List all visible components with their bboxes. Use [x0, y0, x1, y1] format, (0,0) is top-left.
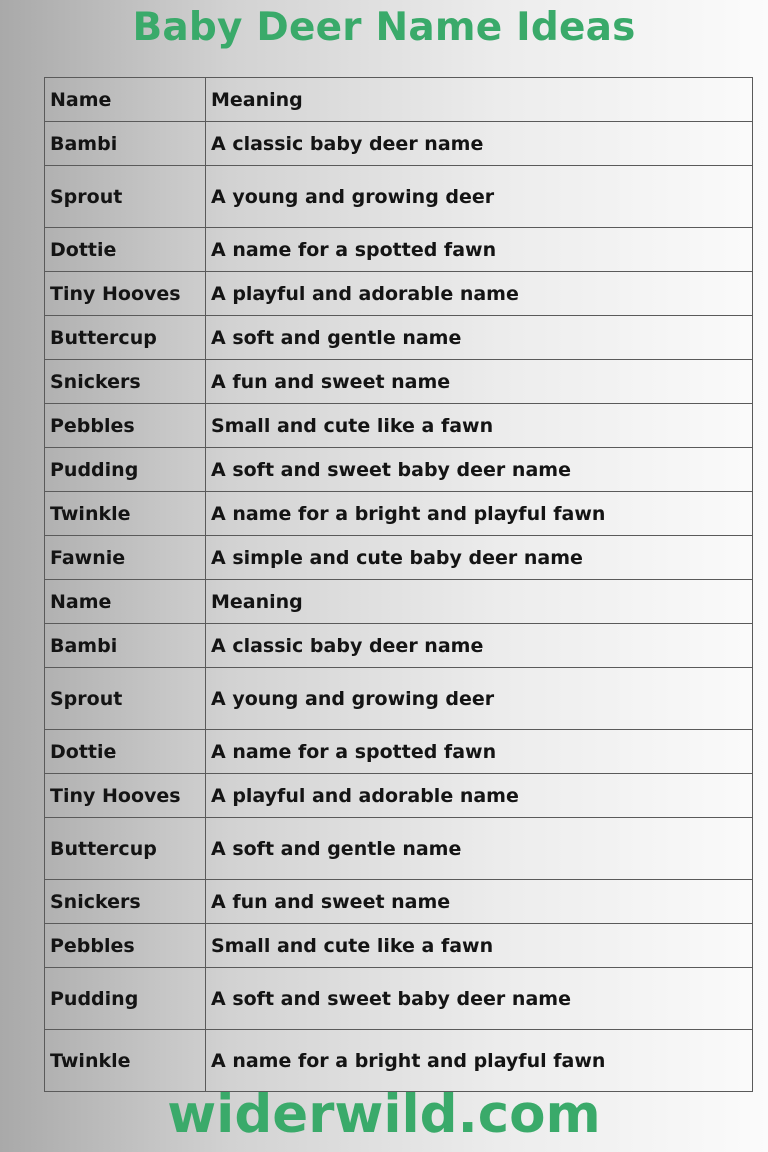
footer-site-name: widerwild.com	[167, 1084, 601, 1145]
cell-meaning: Small and cute like a fawn	[206, 924, 753, 968]
cell-meaning: A soft and sweet baby deer name	[206, 448, 753, 492]
table-row	[45, 166, 753, 228]
cell-meaning: A fun and sweet name	[206, 360, 753, 404]
cell-name: Bambi	[45, 624, 206, 668]
table-row	[45, 924, 753, 968]
cell-name: Sprout	[45, 166, 206, 228]
table-row	[45, 624, 753, 668]
cell-meaning: A soft and gentle name	[206, 316, 753, 360]
cell-name: Pudding	[45, 448, 206, 492]
names-table	[44, 77, 753, 1092]
cell-meaning: A name for a spotted fawn	[206, 730, 753, 774]
cell-name: Snickers	[45, 880, 206, 924]
cell-meaning: A classic baby deer name	[206, 624, 753, 668]
cell-meaning: A soft and sweet baby deer name	[206, 968, 753, 1030]
table-row	[45, 774, 753, 818]
cell-meaning: A simple and cute baby deer name	[206, 536, 753, 580]
cell-meaning: A fun and sweet name	[206, 880, 753, 924]
page-title: Baby Deer Name Ideas	[132, 5, 636, 50]
cell-meaning: A classic baby deer name	[206, 122, 753, 166]
cell-name: Snickers	[45, 360, 206, 404]
cell-name: Tiny Hooves	[45, 272, 206, 316]
table-row	[45, 668, 753, 730]
cell-name: Name	[45, 580, 206, 624]
cell-name: Pudding	[45, 968, 206, 1030]
cell-name: Fawnie	[45, 536, 206, 580]
cell-meaning: A young and growing deer	[206, 166, 753, 228]
table-row	[45, 122, 753, 166]
cell-name: Dottie	[45, 228, 206, 272]
cell-name: Twinkle	[45, 1030, 206, 1092]
cell-name: Pebbles	[45, 924, 206, 968]
cell-meaning: Meaning	[206, 580, 753, 624]
table-row	[45, 448, 753, 492]
table-body	[45, 78, 753, 1092]
cell-meaning: A young and growing deer	[206, 668, 753, 730]
table-row	[45, 580, 753, 624]
table-row	[45, 78, 753, 122]
table-row	[45, 272, 753, 316]
cell-meaning: Small and cute like a fawn	[206, 404, 753, 448]
table-row	[45, 228, 753, 272]
cell-meaning: A soft and gentle name	[206, 818, 753, 880]
table-row	[45, 316, 753, 360]
cell-name: Buttercup	[45, 818, 206, 880]
cell-meaning: A name for a bright and playful fawn	[206, 1030, 753, 1092]
table-row	[45, 404, 753, 448]
table-row	[45, 968, 753, 1030]
cell-meaning: A playful and adorable name	[206, 272, 753, 316]
cell-meaning: A name for a bright and playful fawn	[206, 492, 753, 536]
cell-meaning: Meaning	[206, 78, 753, 122]
table-row	[45, 880, 753, 924]
cell-name: Twinkle	[45, 492, 206, 536]
cell-meaning: A name for a spotted fawn	[206, 228, 753, 272]
cell-meaning: A playful and adorable name	[206, 774, 753, 818]
cell-name: Pebbles	[45, 404, 206, 448]
cell-name: Sprout	[45, 668, 206, 730]
table-row	[45, 536, 753, 580]
cell-name: Name	[45, 78, 206, 122]
cell-name: Tiny Hooves	[45, 774, 206, 818]
cell-name: Dottie	[45, 730, 206, 774]
table-row	[45, 360, 753, 404]
table-row	[45, 492, 753, 536]
table-row	[45, 818, 753, 880]
cell-name: Buttercup	[45, 316, 206, 360]
table-row	[45, 730, 753, 774]
cell-name: Bambi	[45, 122, 206, 166]
